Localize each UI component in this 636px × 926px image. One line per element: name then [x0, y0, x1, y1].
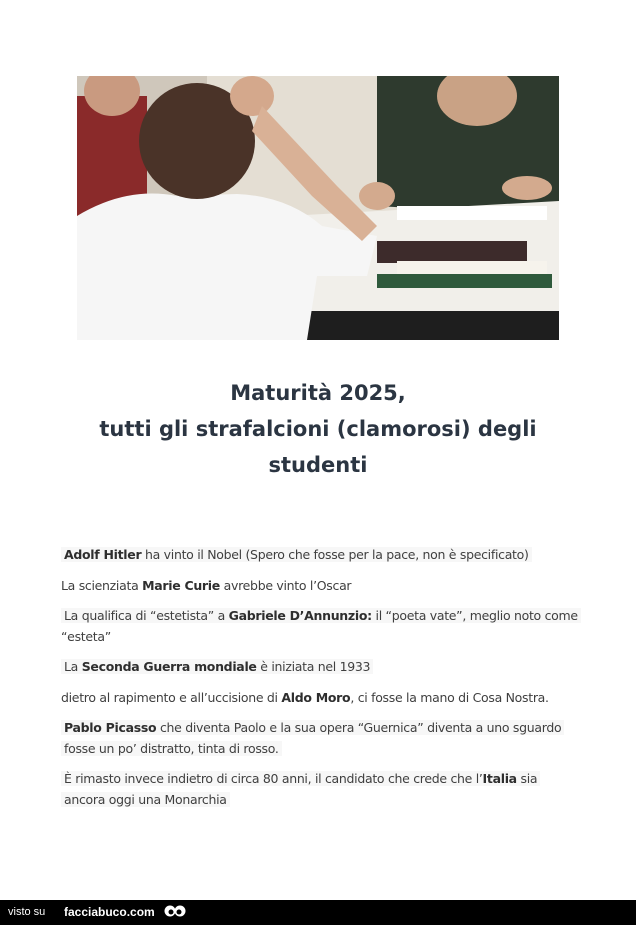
site-footer: [0, 900, 636, 925]
title-line-1: Maturità 2025,: [230, 381, 406, 405]
eyes-logo-icon: [163, 903, 187, 926]
title-line-2: tutti gli strafalcioni (clamorosi) degli: [99, 417, 537, 441]
list-item-continuation: “esteta”: [61, 629, 111, 644]
list-item: La Seconda Guerra mondiale è iniziata nel 1933: [61, 656, 373, 677]
classroom-photo: [77, 76, 559, 340]
list-item-continuation: ancora oggi una Monarchia: [61, 789, 230, 810]
list-item-continuation: fosse un po’ distratto, tinta di rosso.: [61, 738, 282, 759]
footer-brand-link[interactable]: facciabuco.com: [64, 905, 155, 919]
article-title: [0, 375, 636, 483]
list-item: dietro al rapimento e all’uccisione di Aldo Moro, ci fosse la mano di Cosa Nostra.: [61, 690, 549, 705]
list-item: È rimasto invece indietro di circa 80 anni, il candidato che crede che l’Italia sia: [61, 768, 540, 789]
title-line-3: studenti: [268, 453, 368, 477]
list-item: La scienziata Marie Curie avrebbe vinto l’Oscar: [61, 578, 352, 593]
list-item: Pablo Picasso che diventa Paolo e la sua opera “Guernica” diventa a uno sguardo: [61, 717, 564, 738]
list-item: La qualifica di “estetista” a Gabriele D’Annunzio: il “poeta vate”, meglio noto come: [61, 605, 581, 626]
list-item: Adolf Hitler ha vinto il Nobel (Spero che fosse per la pace, non è specificato): [61, 544, 532, 565]
footer-visto-label: visto su: [8, 906, 46, 918]
